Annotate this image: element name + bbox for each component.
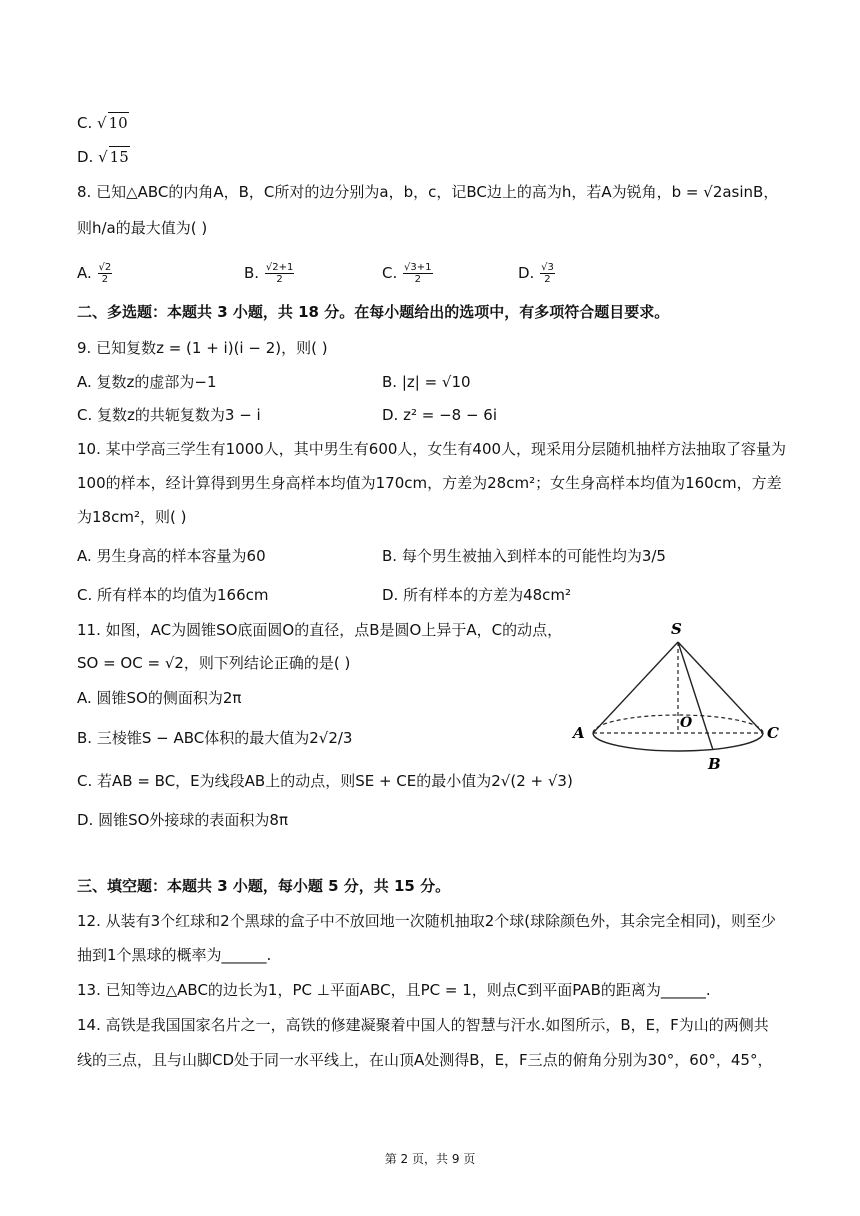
q8-stem-line1: 8. 已知△ABC的内角A，B，C所对的边分别为a，b，c，记BC边上的高为h，若A为锐角，b = √2asinB， — [77, 183, 779, 201]
q8-option-a: A. $\frac{√2}{2}$ — [77, 262, 112, 285]
q11-stem-line1: 11. 如图，AC为圆锥SO底面圆O的直径，点B是圆O上异于A，C的动点， — [77, 621, 563, 639]
q10-stem-line2: 100的样本，经计算得到男生身高样本均值为170cm，方差为28cm²；女生身高样本均值为160cm，方差 — [77, 474, 782, 492]
base-ellipse-front — [593, 733, 763, 751]
q10-option-b: B. 每个男生被抽入到样本的可能性均为3/5 — [382, 547, 666, 565]
q10-stem-line3: 为18cm²，则( ) — [77, 508, 187, 526]
q14-stem-line1: 14. 高铁是我国国家名片之一，高铁的修建凝聚着中国人的智慧与汗水.如图所示，B，E，F为山的两侧共 — [77, 1016, 769, 1034]
q10-option-c: C. 所有样本的均值为166cm — [77, 586, 269, 604]
page-footer: 第 2 页，共 9 页 — [384, 1152, 476, 1166]
q12-stem-line1: 12. 从装有3个红球和2个黑球的盒子中不放回地一次随机抽取2个球(球除颜色外，其余完全相同)，则至少 — [77, 912, 776, 930]
q9-option-c: C. 复数z的共轭复数为3 − i — [77, 406, 261, 424]
q7-option-c: C. √ 10 — [77, 114, 128, 132]
q11-option-d: D. 圆锥SO外接球的表面积为8π — [77, 811, 288, 829]
q7-option-c-radicand: 10 — [108, 114, 128, 132]
q11-option-b: B. 三棱锥S − ABC体积的最大值为2√2/3 — [77, 729, 353, 747]
q8-option-b: B. $\frac{√2+1}{2}$ — [244, 262, 294, 285]
q14-stem-line2: 线的三点，且与山脚CD处于同一水平线上，在山顶A处测得B，E，F三点的俯角分别为30°，60°，45°， — [77, 1051, 773, 1069]
edge-SA — [593, 642, 678, 733]
q12-stem-line2: 抽到1个黑球的概率为______. — [77, 946, 272, 964]
label-C: C — [767, 724, 779, 742]
section-2-heading: 二、多选题：本题共 3 小题，共 18 分。在每小题给出的选项中，有多项符合题目要求。 — [77, 303, 670, 321]
q10-stem-line1: 10. 某中学高三学生有1000人，其中男生有600人，女生有400人，现采用分层随机抽样方法抽取了容量为 — [77, 440, 787, 458]
q11-option-c: C. 若AB = BC，E为线段AB上的动点，则SE + CE的最小值为2√(2 + √3) — [77, 772, 573, 790]
edge-SB — [678, 642, 713, 750]
q10-option-d: D. 所有样本的方差为48cm² — [382, 586, 572, 604]
label-B: B — [708, 755, 721, 773]
q8-option-c: C. $\frac{√3+1}{2}$ — [382, 262, 432, 285]
cone-figure — [565, 615, 790, 780]
label-O: O — [680, 715, 693, 731]
q11-stem-line2: SO = OC = √2，则下列结论正确的是( ) — [77, 654, 351, 672]
q13-stem: 13. 已知等边△ABC的边长为1，PC ⊥平面ABC，且PC = 1，则点C到平面PAB的距离为______. — [77, 981, 711, 999]
q8-stem-line2: 则h/a的最大值为( ) — [77, 219, 208, 237]
label-A: A — [573, 724, 585, 742]
section-3-heading: 三、填空题：本题共 3 小题，每小题 5 分，共 15 分。 — [77, 877, 451, 895]
label-S: S — [671, 620, 682, 638]
q9-option-b: B. |z| = √10 — [382, 373, 471, 391]
q9-option-a: A. 复数z的虚部为−1 — [77, 373, 217, 391]
q11-option-a: A. 圆锥SO的侧面积为2π — [77, 689, 242, 707]
q7-option-d-radicand: 15 — [109, 148, 129, 166]
q10-option-a: A. 男生身高的样本容量为60 — [77, 547, 266, 565]
base-ellipse-back — [593, 715, 763, 733]
q7-option-d: D. √ 15 — [77, 148, 129, 166]
q8-option-d: D. $\frac{√3}{2}$ — [518, 262, 554, 285]
q9-option-d: D. z² = −8 − 6i — [382, 406, 498, 424]
q9-stem: 9. 已知复数z = (1 + i)(i − 2)，则( ) — [77, 339, 328, 357]
